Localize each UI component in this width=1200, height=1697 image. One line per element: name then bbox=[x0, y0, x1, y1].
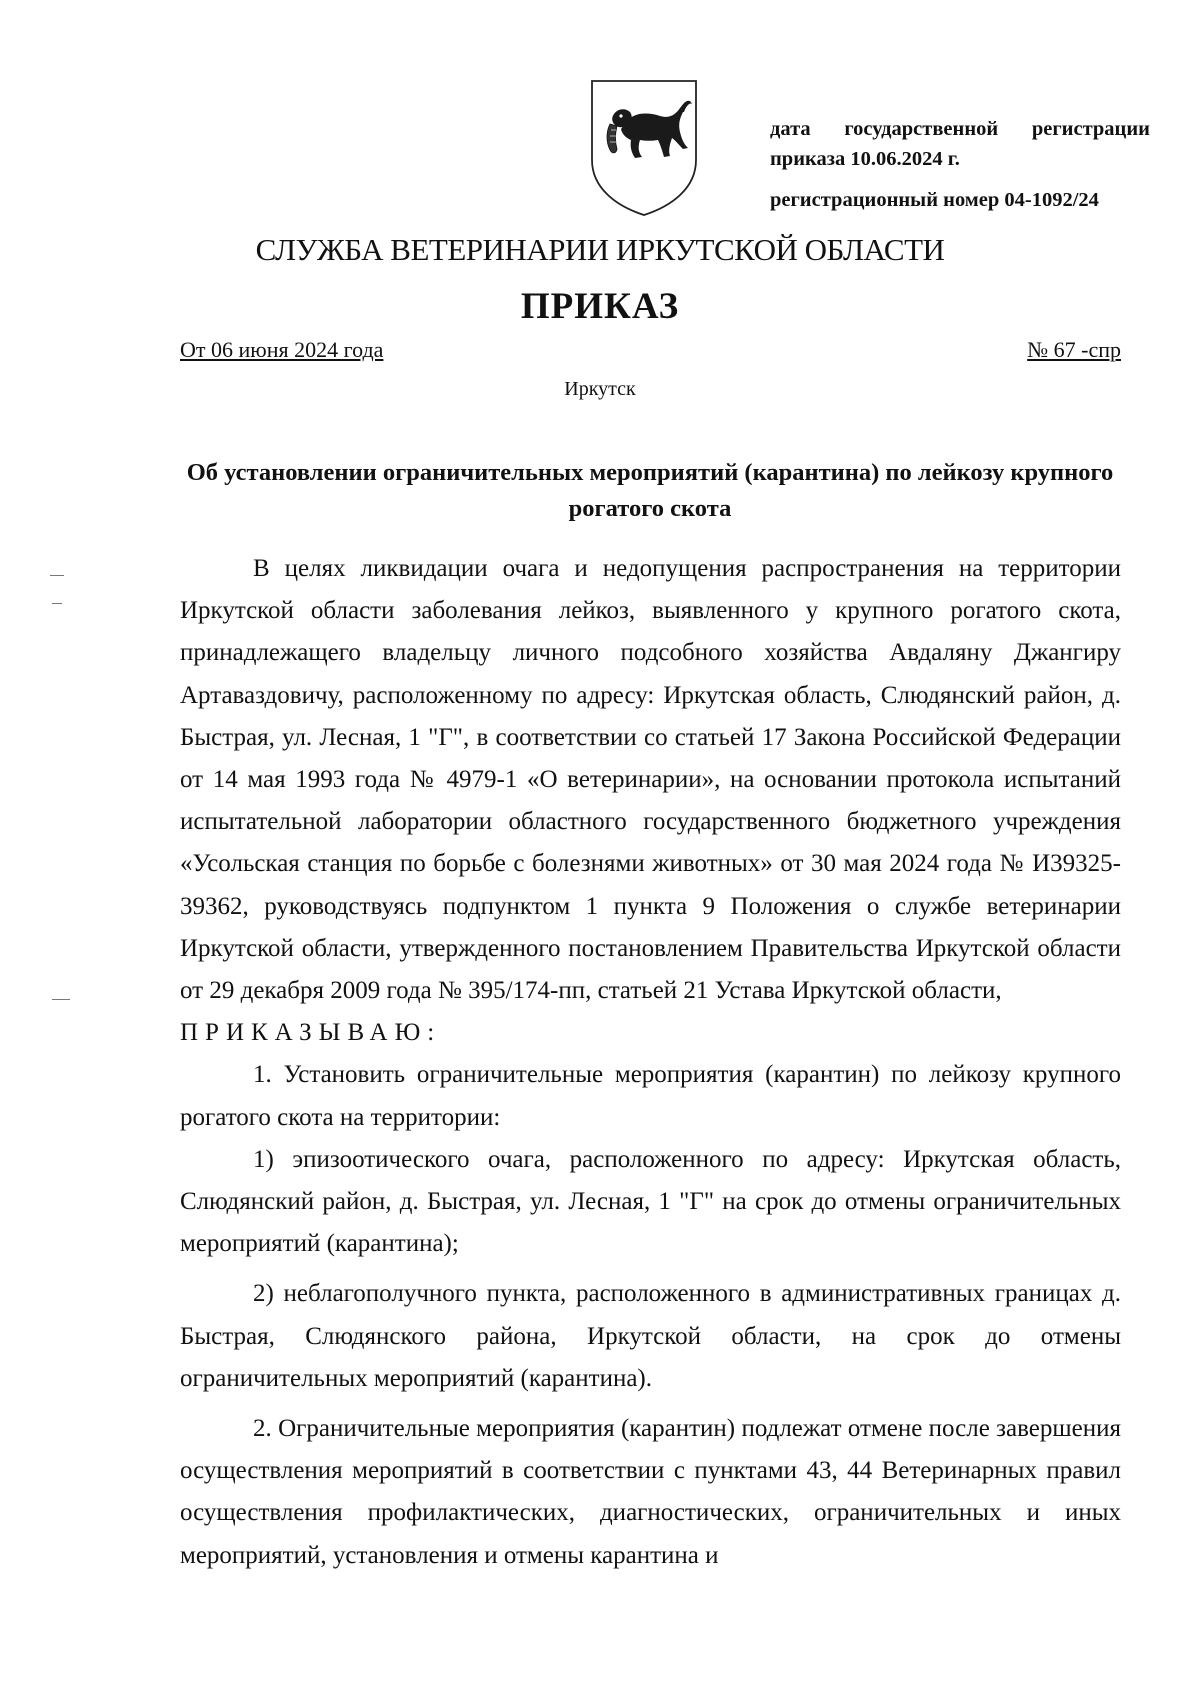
registration-number: регистрационный номер 04-1092/24 bbox=[770, 189, 1099, 212]
item-1-2-paragraph: 2) неблагополучного пункта, расположенного в административных границах д. Быстрая, Слюдянского района, Иркутской области, на срок до отмены ограничительных мероприятий (карантина). bbox=[180, 1280, 1121, 1392]
order-body bbox=[180, 548, 1121, 1577]
registration-note bbox=[770, 115, 1150, 216]
item-2-paragraph: 2. Ограничительные мероприятия (карантин) подлежат отмене после завершения осуществления мероприятий в соответствии с пунктами 43, 44 Ветеринарных правил осуществления профилактических, диагностических, ограничительных и иных мероприятий, установления и отмены карантина и bbox=[180, 1415, 1121, 1569]
scan-artifact bbox=[50, 575, 64, 576]
coat-of-arms-icon bbox=[588, 78, 700, 218]
item-1-paragraph: 1. Установить ограничительные мероприятия (карантин) по лейкозу крупного рогатого скота на территории: bbox=[180, 1061, 1121, 1131]
agency-title: СЛУЖБА ВЕТЕРИНАРИИ ИРКУТСКОЙ ОБЛАСТИ bbox=[255, 232, 945, 267]
scan-artifact bbox=[52, 999, 70, 1000]
order-number: № 67 -спр bbox=[1027, 337, 1121, 362]
order-word: ПРИКАЗЫВАЮ: bbox=[180, 1019, 442, 1047]
scan-artifact bbox=[52, 603, 62, 604]
order-city: Иркутск bbox=[564, 378, 636, 400]
order-word-paragraph bbox=[180, 1012, 1121, 1054]
item-1-1-paragraph: 1) эпизоотического очага, расположенного по адресу: Иркутская область, Слюдянский район, д. Быстрая, ул. Лесная, 1 "Г" на срок до отмены ограничительных мероприятий (карантина); bbox=[180, 1145, 1121, 1258]
registration-line-1: дата государственной регистрации bbox=[770, 118, 1150, 140]
preamble-paragraph: В целях ликвидации очага и недопущения распространения на территории Иркутской области заболевания лейкоз, выявленного у крупного рогатого скота, принадлежащего владельцу личного подсобного хозяйства Авдаляну Джангиру Артаваздовичу, расположенному по адресу: Иркутская область, Слюдянский район, д. Быстрая, ул. Лесная, 1 "Г", в соответствии со статьей 17 Закона Российской Федерации от 14 мая 1993 года № 4979-1 «О ветеринарии», на основании протокола испытаний испытательной лаборатории областного государственного бюджетного учреждения «Усольская станция по борьбе с болезнями животных» от 30 мая 2024 года № И39325-39362, руководствуясь подпунктом 1 пункта 9 Положения о службе ветеринарии Иркутской области, утвержденного постановлением Правительства Иркутской области от 29 декабря 2009 года № 395/174-пп, статьей 21 Устава Иркутской области, bbox=[180, 555, 1121, 1005]
order-subject: Об установлении ограничительных мероприятий (карантина) по лейкозу крупного рогатого скота bbox=[186, 459, 1114, 522]
registration-line-2: приказа 10.06.2024 г. bbox=[770, 147, 960, 170]
document-type-title: ПРИКАЗ bbox=[520, 286, 680, 327]
order-date: От 06 июня 2024 года bbox=[180, 337, 384, 362]
